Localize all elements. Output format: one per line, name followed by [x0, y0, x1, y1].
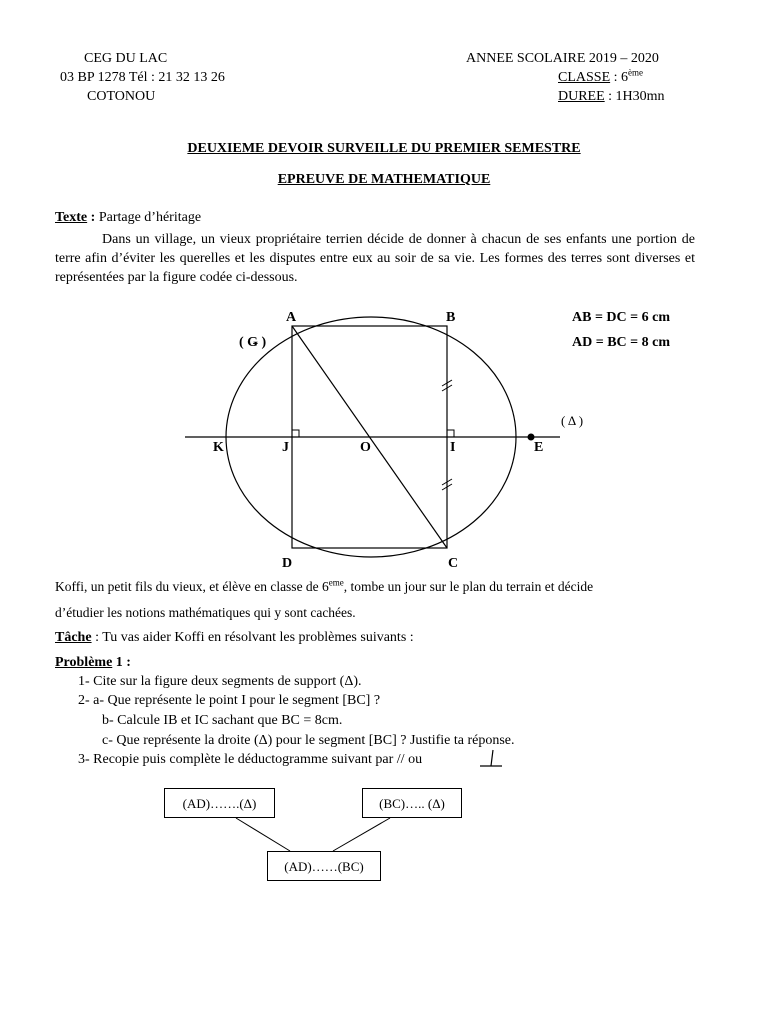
label-i: I — [450, 440, 456, 455]
school-city: COTONOU — [87, 89, 156, 104]
school-year: ANNEE SCOLAIRE 2019 – 2020 — [466, 51, 659, 66]
class-sup: ème — [628, 67, 644, 78]
class-label: CLASSE — [558, 70, 611, 85]
sub-title: EPREUVE DE MATHEMATIQUE — [277, 172, 491, 187]
duration-label: DUREE — [558, 89, 605, 104]
question-2a: 2- a- Que représente le point I pour le segment [BC] ? — [78, 693, 381, 708]
texte-title: Partage d’héritage — [98, 210, 202, 225]
label-a: A — [286, 310, 297, 325]
deductogram-box-ad-delta: (AD)…….(Δ) — [164, 788, 275, 818]
school-address: 03 BP 1278 Tél : 21 32 13 26 — [60, 70, 225, 85]
main-title: DEUXIEME DEVOIR SURVEILLE DU PREMIER SEMESTRE — [187, 141, 581, 156]
label-o: O — [360, 440, 371, 455]
duration-value: : 1H30mn — [604, 89, 665, 104]
question-1: 1- Cite sur la figure deux segments de support (Δ). — [78, 674, 362, 689]
label-c: C — [448, 556, 459, 571]
class-value: : 6 — [610, 70, 629, 85]
school-name: CEG DU LAC — [84, 51, 168, 66]
label-delta: ( Δ ) — [561, 413, 584, 428]
tache-line — [55, 630, 414, 646]
deductogram-box-ad-bc: (AD)……(BC) — [267, 851, 381, 881]
label-e: E — [534, 440, 544, 455]
question-3: 3- Recopie puis complète le déductogramme suivant par // ou — [78, 752, 423, 767]
koffi-line-2: d’étudier les notions mathématiques qui y sont cachées. — [55, 605, 356, 620]
label-circle: ( Ǥ ) — [239, 335, 267, 350]
equation-ad-bc: AD = BC = 8 cm — [572, 335, 670, 350]
label-b: B — [446, 310, 456, 325]
deductogram-box-bc-delta: (BC)….. (Δ) — [362, 788, 462, 818]
right-angle-i — [447, 430, 454, 437]
question-2c: c- Que représente la droite (Δ) pour le segment [BC] ? Justifie ta réponse. — [102, 733, 515, 748]
label-j: J — [282, 440, 289, 455]
label-k: K — [213, 440, 224, 455]
texte-body: Dans un village, un vieux propriétaire terrien décide de donner à chacun de ses enfants une portion de terre afin d’éviter les querelles et les disputes entre eux au soir de sa vie. Les formes des terres sont diverses et représentées par la figure codée ci-dessous. — [55, 232, 695, 285]
texte-heading: Texte : Partage d’héritage — [55, 210, 202, 225]
right-angle-j — [292, 430, 299, 437]
texte-label: Texte — [55, 210, 88, 225]
label-d: D — [282, 556, 293, 571]
koffi-line-1: Koffi, un petit fils du vieux, et élève en classe de 6eme, tombe un jour sur le plan du terrain et décide — [55, 577, 594, 594]
probleme-heading: Problème 1 : — [55, 655, 131, 670]
tache-text: : Tu vas aider Koffi en résolvant les problèmes suivants : — [91, 630, 414, 645]
question-2b: b- Calcule IB et IC sachant que BC = 8cm. — [102, 713, 343, 728]
tache-label: Tâche — [55, 630, 92, 645]
equation-ab-dc: AB = DC = 6 cm — [572, 310, 670, 325]
